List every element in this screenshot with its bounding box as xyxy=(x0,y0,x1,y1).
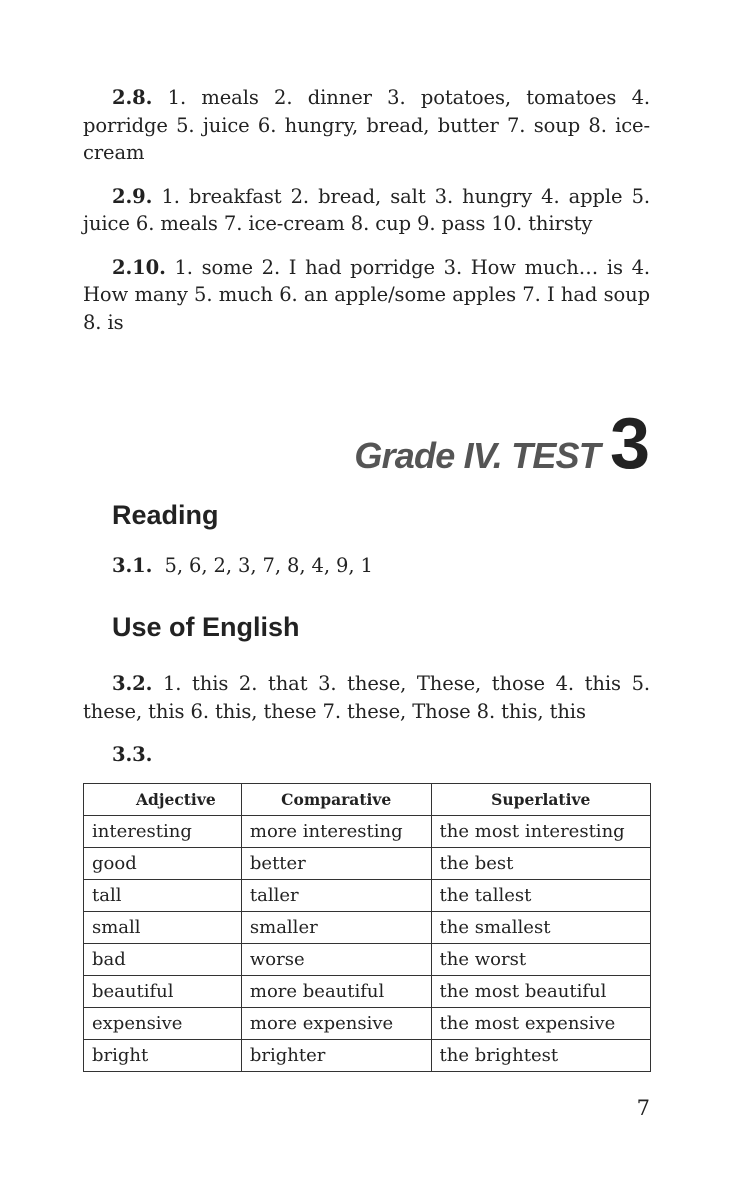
cell-comparative: better xyxy=(241,848,431,880)
cell-superlative: the most beautiful xyxy=(431,976,650,1008)
exercise-number: 2.9. xyxy=(112,184,153,208)
header-comparative: Comparative xyxy=(241,784,431,816)
exercise-text: 1. meals 2. dinner 3. potatoes, tomatoes 4. porridge 5. juice 6. hungry, bread, butter 7. soup 8. ice-cream xyxy=(83,86,650,164)
cell-comparative: worse xyxy=(241,944,431,976)
exercise-3-3 xyxy=(83,741,650,769)
header-superlative: Superlative xyxy=(431,784,650,816)
cell-comparative: brighter xyxy=(241,1040,431,1072)
exercise-number: 3.1. xyxy=(112,554,153,577)
exercise-number: 3.3. xyxy=(112,743,153,766)
cell-superlative: the worst xyxy=(431,944,650,976)
page-number: 7 xyxy=(636,1096,650,1120)
adjective-comparison-table xyxy=(83,783,651,1072)
section-number: 3 xyxy=(609,404,650,484)
table-row xyxy=(84,880,651,912)
exercise-text: 1. this 2. that 3. these, These, those 4. this 5. these, this 6. this, these 7. these, Those 8. this, this xyxy=(83,672,650,723)
table-header-row xyxy=(84,784,651,816)
cell-superlative: the best xyxy=(431,848,650,880)
exercise-text: 1. breakfast 2. bread, salt 3. hungry 4. apple 5. juice 6. meals 7. ice-cream 8. cup 9. pass 10. thirsty xyxy=(83,184,651,235)
cell-adjective: good xyxy=(84,848,242,880)
page-content xyxy=(83,84,651,1066)
cell-adjective: small xyxy=(84,912,242,944)
table-row xyxy=(84,816,651,848)
section-title xyxy=(354,404,650,484)
cell-superlative: the smallest xyxy=(431,912,650,944)
section-title-text: Grade IV. TEST xyxy=(354,435,600,476)
cell-comparative: more expensive xyxy=(241,1008,431,1040)
exercise-2-9 xyxy=(83,183,650,238)
header-adjective: Adjective xyxy=(84,784,242,816)
heading-use-of-english: Use of English xyxy=(112,612,300,642)
table-row xyxy=(84,912,651,944)
cell-comparative: taller xyxy=(241,880,431,912)
cell-superlative: the brightest xyxy=(431,1040,650,1072)
exercise-2-10 xyxy=(83,254,650,337)
cell-adjective: interesting xyxy=(84,816,242,848)
cell-adjective: expensive xyxy=(84,1008,242,1040)
cell-superlative: the most expensive xyxy=(431,1008,650,1040)
table-row xyxy=(84,976,651,1008)
table-row xyxy=(84,1008,651,1040)
exercise-number: 3.2. xyxy=(112,672,153,695)
cell-comparative: more interesting xyxy=(241,816,431,848)
exercise-3-2 xyxy=(83,670,650,725)
exercise-3-1 xyxy=(83,552,650,580)
exercise-text: 1. some 2. I had porridge 3. How much… is 4. How many 5. much 6. an apple/some apples 7. I had soup 8. is xyxy=(83,255,650,334)
cell-adjective: bright xyxy=(84,1040,242,1072)
table-row xyxy=(84,1040,651,1072)
exercise-number: 2.10. xyxy=(112,255,166,279)
cell-adjective: bad xyxy=(84,944,242,976)
cell-comparative: more beautiful xyxy=(241,976,431,1008)
exercise-text: 5, 6, 2, 3, 7, 8, 4, 9, 1 xyxy=(164,554,373,577)
cell-superlative: the tallest xyxy=(431,880,650,912)
cell-adjective: tall xyxy=(84,880,242,912)
table-row xyxy=(84,848,651,880)
exercise-2-8 xyxy=(83,84,650,167)
cell-adjective: beautiful xyxy=(84,976,242,1008)
table-row xyxy=(84,944,651,976)
cell-comparative: smaller xyxy=(241,912,431,944)
heading-reading: Reading xyxy=(112,500,219,530)
exercise-number: 2.8. xyxy=(112,86,153,109)
cell-superlative: the most interesting xyxy=(431,816,650,848)
